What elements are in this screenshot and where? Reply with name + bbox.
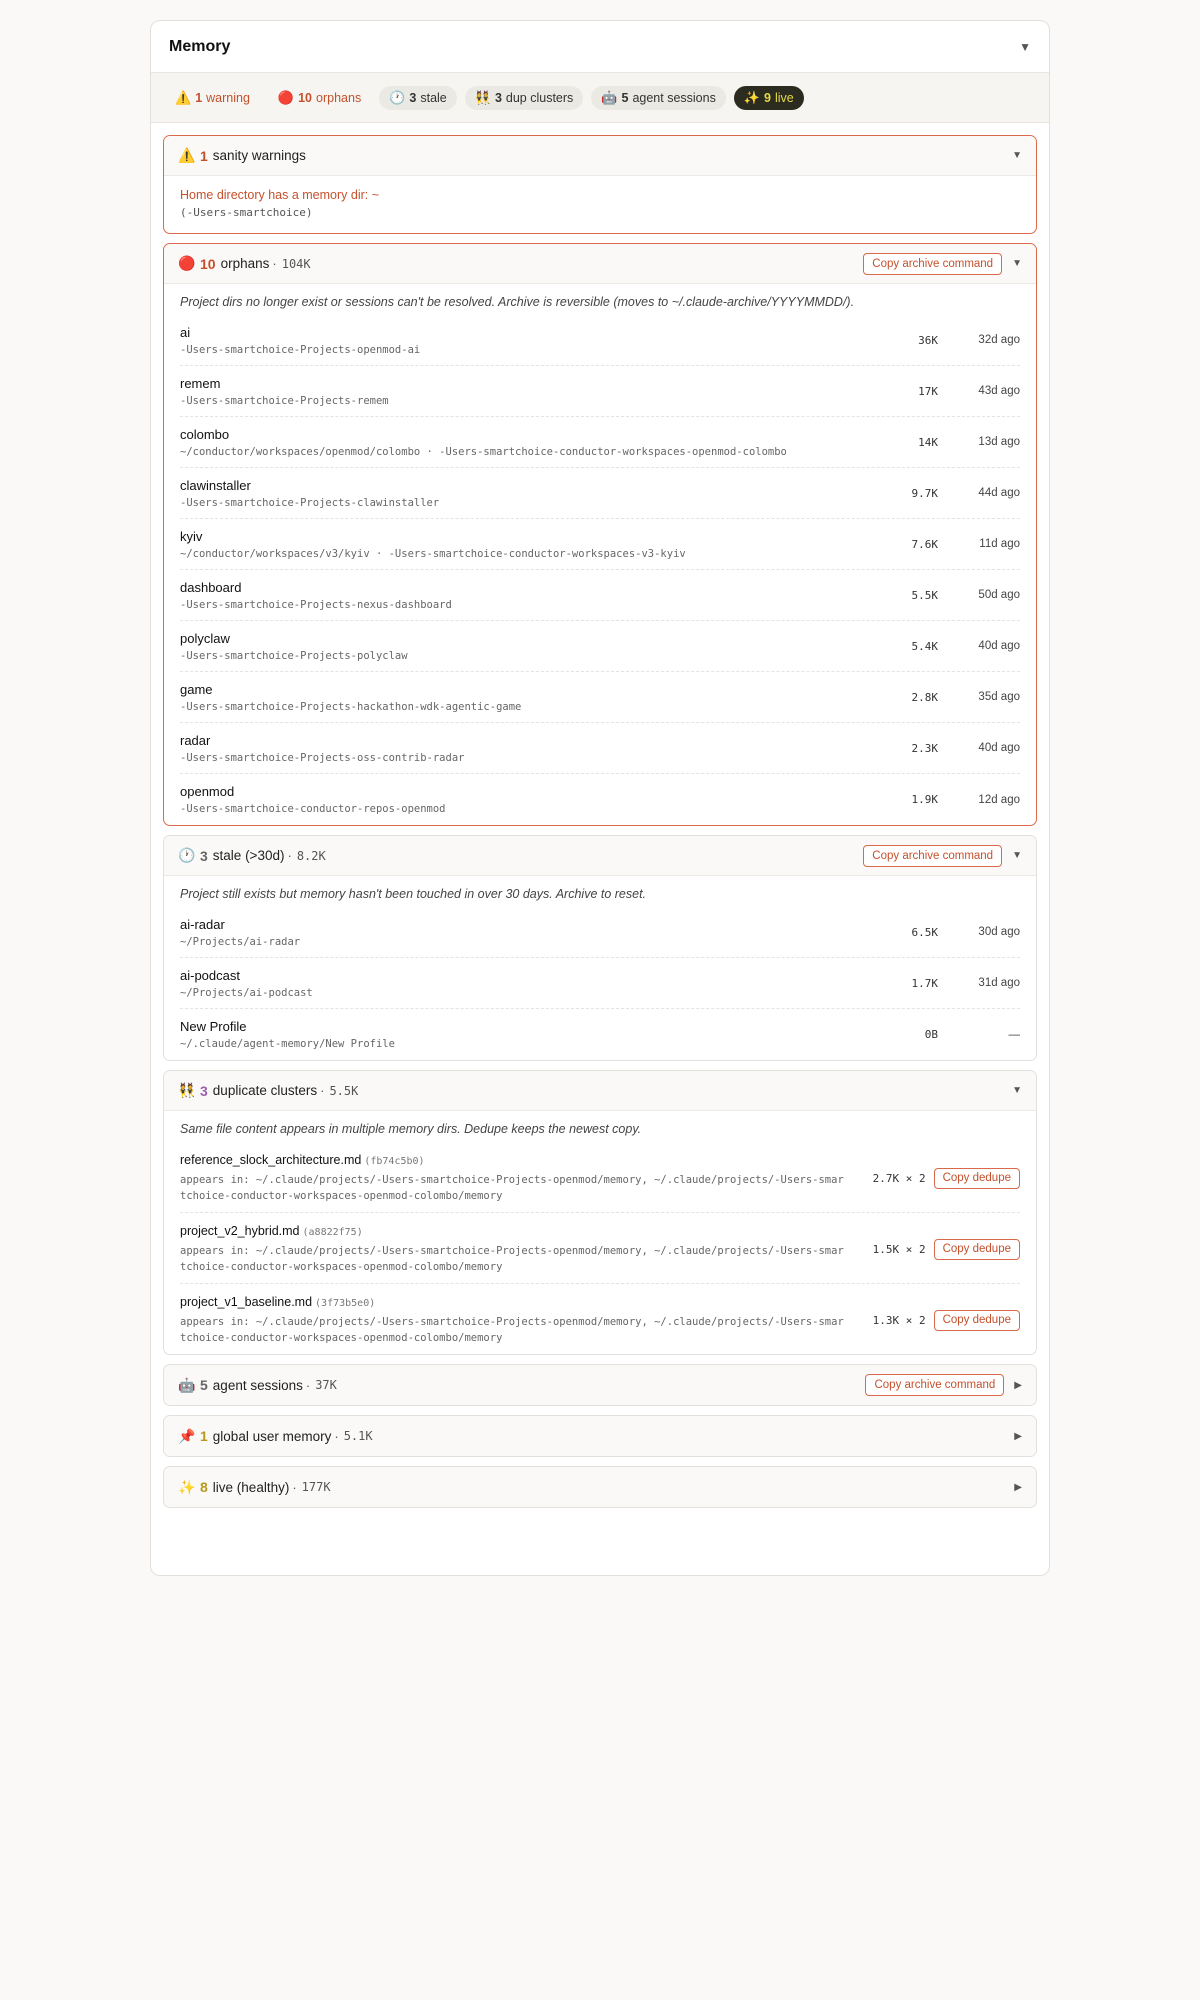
- section-count: 1: [200, 1428, 208, 1444]
- chip-count: 10: [298, 90, 313, 105]
- row-name: clawinstaller: [180, 477, 251, 493]
- row-age: 13d ago: [978, 436, 1020, 448]
- row-path: -Users-smartchoice-conductor-repos-openmod: [180, 803, 446, 815]
- section-header[interactable]: [164, 1416, 1036, 1456]
- section-size: 37K: [315, 1378, 337, 1392]
- row-path: ~/Projects/ai-podcast: [180, 986, 313, 999]
- section-sanity-warnings: [163, 135, 1037, 234]
- table-row: [180, 723, 1020, 774]
- row-name: radar: [180, 732, 211, 748]
- warning-icon: ⚠️: [178, 147, 196, 163]
- separator: ·: [305, 1377, 311, 1393]
- chip-label: orphans: [316, 90, 362, 105]
- row-size: 2.8K: [911, 690, 938, 704]
- row-size: 2.3K: [911, 741, 938, 755]
- copy-dedupe-button[interactable]: Copy dedupe: [934, 1310, 1020, 1331]
- file-name: reference_slock_architecture.md: [180, 1153, 362, 1167]
- table-row: [180, 958, 1020, 1009]
- section-label: agent sessions: [212, 1377, 303, 1393]
- row-name: colombo: [180, 426, 230, 442]
- chip-count: 9: [764, 90, 771, 105]
- section-header[interactable]: [164, 1467, 1036, 1507]
- row-size: 1.9K: [911, 793, 938, 806]
- warning-icon: ⚠️: [175, 89, 192, 105]
- list-item: [180, 1213, 1020, 1284]
- row-age: 40d ago: [978, 742, 1020, 754]
- file-name: project_v1_baseline.md: [180, 1295, 313, 1309]
- appears-in-paths: appears in: ~/.claude/projects/-Users-smartchoice-Projects-openmod/memory, ~/.claude/projects/-Users-smartchoice-conductor-workspaces-openmod-colombo/memory: [180, 1245, 844, 1273]
- separator: ·: [292, 1479, 297, 1495]
- row-path: ~/.claude/agent-memory/New Profile: [180, 1038, 395, 1050]
- section-header[interactable]: [164, 1071, 1036, 1111]
- duplicate-rows: [164, 1142, 1036, 1354]
- row-size: 14K: [918, 435, 938, 449]
- section-size: 8.2K: [296, 848, 326, 863]
- sparkles-icon: ✨: [743, 89, 761, 105]
- row-size: 5.4K: [911, 639, 938, 653]
- section-size: 104K: [281, 256, 311, 271]
- table-row: [180, 519, 1020, 570]
- row-size: 17K: [918, 384, 938, 398]
- twins-icon: 👯: [474, 89, 491, 105]
- sections-list: [151, 123, 1049, 1529]
- copy-archive-command-button[interactable]: Copy archive command: [865, 1374, 1004, 1396]
- red-circle-icon: 🔴: [277, 89, 295, 105]
- row-path: -Users-smartchoice-Projects-oss-contrib-radar: [180, 751, 465, 764]
- row-age: 40d ago: [978, 640, 1020, 652]
- chip-label: stale: [420, 90, 447, 105]
- section-global-user-memory: [163, 1415, 1037, 1457]
- section-size: 5.1K: [343, 1429, 373, 1443]
- chevron-down-icon[interactable]: ▼: [1012, 850, 1022, 861]
- chip-orphans[interactable]: [268, 86, 371, 110]
- copy-dedupe-button[interactable]: Copy dedupe: [934, 1168, 1020, 1189]
- row-path: ~/conductor/workspaces/v3/kyiv · -Users-smartchoice-conductor-workspaces-v3-kyiv: [180, 547, 686, 560]
- row-name: polyclaw: [180, 630, 230, 646]
- row-age: 30d ago: [978, 926, 1020, 938]
- chip-count: 1: [195, 90, 203, 105]
- chevron-right-icon[interactable]: ▶: [1014, 1430, 1022, 1442]
- pushpin-icon: 📌: [178, 1427, 196, 1444]
- chip-warning[interactable]: [165, 86, 260, 110]
- row-name: kyiv: [180, 528, 203, 544]
- panel-header[interactable]: [151, 21, 1049, 73]
- row-name: remem: [180, 375, 221, 391]
- chevron-down-icon[interactable]: ▼: [1012, 258, 1022, 269]
- row-path: -Users-smartchoice-Projects-openmod-ai: [180, 343, 421, 356]
- row-age: 12d ago: [978, 793, 1020, 806]
- appears-in-paths: appears in: ~/.claude/projects/-Users-smartchoice-Projects-openmod/memory, ~/.claude/projects/-Users-smartchoice-conductor-workspaces-openmod-colombo/memory: [180, 1316, 844, 1344]
- copy-dedupe-button[interactable]: Copy dedupe: [934, 1239, 1020, 1260]
- section-header[interactable]: [164, 836, 1036, 876]
- file-hash: (3f73b5e0): [315, 1298, 376, 1309]
- row-path: -Users-smartchoice-Projects-polyclaw: [180, 649, 408, 662]
- table-row: [180, 570, 1020, 621]
- robot-icon: 🤖: [601, 89, 618, 105]
- row-age: 35d ago: [978, 691, 1020, 703]
- warning-body: [164, 176, 1036, 233]
- copy-archive-command-button[interactable]: Copy archive command: [863, 253, 1002, 275]
- row-size: 1.7K: [911, 976, 938, 990]
- table-row: [180, 621, 1020, 672]
- chip-label: live: [774, 90, 794, 105]
- orphan-rows: [164, 315, 1036, 825]
- file-hash: (a8822f75): [302, 1227, 363, 1238]
- row-name: ai: [180, 324, 191, 340]
- file-hash: (fb74c5b0): [364, 1156, 425, 1167]
- row-size: 9.7K: [911, 486, 938, 500]
- chevron-right-icon[interactable]: ▶: [1014, 1481, 1022, 1493]
- chevron-down-icon[interactable]: ▼: [1012, 150, 1022, 161]
- dup-size: 2.7K × 2: [872, 1171, 926, 1185]
- dup-size: 1.3K × 2: [872, 1313, 926, 1327]
- row-size: 0B: [924, 1028, 938, 1041]
- row-name: New Profile: [180, 1019, 247, 1034]
- separator: ·: [272, 256, 277, 271]
- row-size: 36K: [918, 333, 938, 347]
- section-stale: [163, 835, 1037, 1061]
- row-name: ai-radar: [180, 916, 225, 932]
- section-count: 3: [200, 1082, 208, 1099]
- table-row: [180, 907, 1020, 958]
- chip-label: dup clusters: [505, 90, 574, 105]
- row-path: -Users-smartchoice-Projects-clawinstaller: [180, 496, 440, 509]
- chip-label: agent sessions: [632, 90, 716, 105]
- row-path: -Users-smartchoice-Projects-hackathon-wdk-agentic-game: [180, 700, 522, 713]
- red-circle-icon: 🔴: [178, 255, 196, 271]
- section-count: 1: [200, 147, 208, 164]
- row-name: game: [180, 681, 213, 697]
- section-label: duplicate clusters: [212, 1083, 318, 1098]
- row-name: dashboard: [180, 579, 242, 595]
- chevron-right-icon[interactable]: ▶: [1014, 1379, 1022, 1391]
- section-header[interactable]: [164, 244, 1036, 284]
- section-count: 8: [200, 1479, 208, 1495]
- section-label: stale (>30d): [212, 848, 285, 863]
- warning-text: Home directory has a memory dir: ~: [180, 188, 380, 202]
- row-age: 31d ago: [978, 977, 1020, 989]
- section-orphans: [163, 243, 1037, 826]
- separator: ·: [320, 1083, 325, 1098]
- row-name: ai-podcast: [180, 967, 240, 983]
- appears-in-paths: appears in: ~/.claude/projects/-Users-smartchoice-Projects-openmod/memory, ~/.claude/projects/-Users-smartchoice-conductor-workspaces-openmod-colombo/memory: [180, 1174, 844, 1202]
- section-size: 5.5K: [329, 1083, 359, 1098]
- row-path: ~/Projects/ai-radar: [180, 935, 301, 948]
- dup-size: 1.5K × 2: [872, 1242, 926, 1256]
- table-row: [180, 774, 1020, 825]
- row-size: 6.5K: [911, 925, 938, 939]
- row-path: -Users-smartchoice-Projects-remem: [180, 394, 389, 407]
- section-label: orphans: [220, 256, 270, 271]
- table-row: [180, 672, 1020, 723]
- twins-icon: 👯: [178, 1082, 196, 1098]
- chip-stale[interactable]: [379, 86, 457, 110]
- row-name: openmod: [180, 784, 235, 799]
- chip-count: 5: [621, 90, 629, 105]
- file-name: project_v2_hybrid.md: [180, 1224, 300, 1238]
- row-age: 32d ago: [978, 334, 1020, 346]
- row-path: ~/conductor/workspaces/openmod/colombo · -Users-smartchoice-conductor-workspaces-openmod-colombo: [180, 445, 787, 458]
- section-description: Project still exists but memory hasn't been touched in over 30 days. Archive to reset.: [180, 887, 647, 901]
- row-path: -Users-smartchoice-Projects-nexus-dashboard: [180, 598, 452, 611]
- list-item: [180, 1284, 1020, 1354]
- section-count: 10: [200, 255, 216, 272]
- table-row: [180, 417, 1020, 468]
- row-age: 11d ago: [979, 538, 1020, 550]
- table-row: [180, 366, 1020, 417]
- section-count: 5: [200, 1377, 208, 1393]
- table-row: [180, 315, 1020, 366]
- summary-chip-bar: [151, 73, 1049, 123]
- section-header[interactable]: [164, 136, 1036, 176]
- chevron-down-icon[interactable]: ▼: [1012, 1085, 1022, 1096]
- stale-rows: [164, 907, 1036, 1060]
- separator: ·: [287, 848, 292, 863]
- separator: ·: [334, 1428, 339, 1444]
- row-age: —: [1008, 1028, 1020, 1041]
- memory-panel: [150, 20, 1050, 1576]
- section-count: 3: [200, 847, 208, 864]
- section-label: live (healthy): [212, 1479, 290, 1495]
- chip-count: 3: [409, 90, 417, 105]
- section-live: [163, 1466, 1037, 1508]
- section-size: 177K: [301, 1480, 331, 1494]
- section-header[interactable]: [164, 1365, 1036, 1405]
- section-description: Project dirs no longer exist or sessions can't be resolved. Archive is reversible (moves to ~/.claude-archive/YYYYMMDD/).: [180, 295, 855, 309]
- copy-archive-command-button[interactable]: Copy archive command: [863, 845, 1002, 867]
- section-duplicate-clusters: [163, 1070, 1037, 1355]
- panel-title: Memory: [169, 37, 231, 55]
- section-description: Same file content appears in multiple memory dirs. Dedupe keeps the newest copy.: [180, 1122, 642, 1136]
- row-size: 5.5K: [911, 588, 938, 602]
- table-row: [180, 1009, 1020, 1060]
- sparkles-icon: ✨: [178, 1478, 196, 1495]
- chip-agent-sessions[interactable]: [591, 86, 726, 110]
- collapse-caret-icon[interactable]: ▼: [1019, 39, 1031, 54]
- section-agent-sessions: [163, 1364, 1037, 1406]
- row-age: 44d ago: [978, 487, 1020, 499]
- chip-count: 3: [494, 90, 502, 105]
- section-label: sanity warnings: [212, 148, 306, 163]
- chip-label: warning: [206, 90, 250, 105]
- chip-live[interactable]: [734, 86, 804, 110]
- row-size: 7.6K: [911, 537, 938, 551]
- warning-subtext: (-Users-smartchoice): [180, 206, 313, 219]
- chip-dup-clusters[interactable]: [465, 86, 584, 110]
- clock-icon: 🕐: [178, 847, 196, 863]
- robot-icon: 🤖: [178, 1376, 196, 1393]
- clock-icon: 🕐: [389, 89, 406, 105]
- row-age: 43d ago: [978, 385, 1020, 397]
- table-row: [180, 468, 1020, 519]
- row-age: 50d ago: [978, 589, 1020, 601]
- list-item: [180, 1142, 1020, 1213]
- section-label: global user memory: [212, 1428, 332, 1444]
